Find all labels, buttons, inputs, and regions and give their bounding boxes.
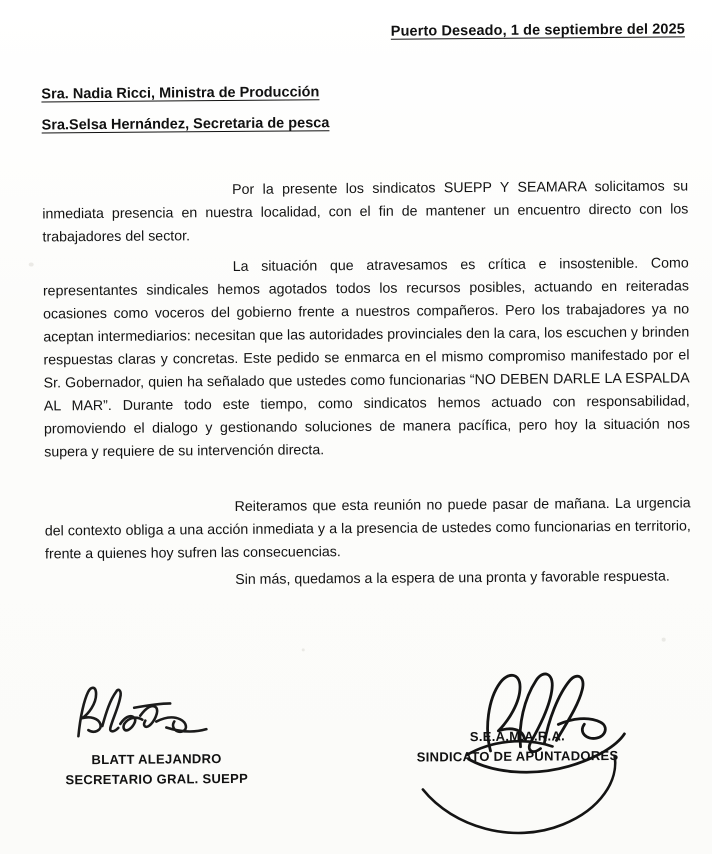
paragraph-3 bbox=[45, 492, 692, 566]
paragraph-4-text: Sin más, quedamos a la espera de una pronta y favorable respuesta. bbox=[235, 568, 670, 588]
signature-block-left bbox=[36, 677, 277, 788]
scan-speck bbox=[662, 638, 666, 642]
handwritten-signature-right bbox=[372, 654, 663, 728]
paragraph-1-text: Por la presente los sindicatos SUEPP Y SEAMARA solicitamos su inmediata presencia en nuestra localidad, con el fin de mantener un encuentro directo con los trabajadores del sector. bbox=[42, 178, 689, 246]
signature-right-name: S.E.A.M.A.R.A. bbox=[469, 728, 566, 745]
scan-speck bbox=[29, 263, 34, 267]
paragraph-indent bbox=[42, 194, 232, 195]
signature-right-role: SINDICATO DE APUNTADORES bbox=[416, 747, 619, 765]
addressee-line-2: Sra.Selsa Hernández, Secretaria de pesca bbox=[41, 115, 330, 134]
addressee-line-1: Sra. Nadia Ricci, Ministra de Producción bbox=[41, 84, 320, 103]
paragraph-indent bbox=[45, 511, 235, 512]
paragraph-3-text: Reiteramos que esta reunión no puede pasar de mañana. La urgencia del contexto obliga a una acción inmediata y a la presencia de ustedes como funcionarias en territorio, frente a quienes hoy sufren las consecuencias. bbox=[44, 495, 691, 563]
paragraph-indent bbox=[43, 271, 233, 272]
paragraph-2-text: La situación que atravesamos es crítica e insostenible. Como representantes sindicales hemos agotados todos los recursos posibles, actuando en reiteradas ocasiones como voceros del gobierno frente a nuestros compañeros. Pero los trabajadores ya no aceptan intermediarios: necesitan que las autoridades provinciales den la cara, los escuchen y brinden respuestas claras y concretas. Este pedido se enmarca en el mismo compromiso manifestado por el Sr. Gobernador, quien ha señalado que ustedes como funcionarias “NO DEBEN DARLE LA ESPALDA AL MAR”. Durante todo este tiempo, como sindicatos hemos actuado con responsabilidad, promoviendo el dialogo y gestionando soluciones de manera pacífica, pero hoy la situación nos supera y requiere de su intervención directa. bbox=[42, 255, 691, 461]
scan-speck bbox=[302, 648, 305, 651]
paragraph-indent bbox=[45, 584, 235, 585]
signature-left-name: BLATT ALEJANDRO bbox=[91, 751, 222, 768]
paragraph-4 bbox=[45, 565, 691, 593]
signature-left-role: SECRETARIO GRAL. SUEPP bbox=[65, 770, 249, 788]
document-date: Puerto Deseado, 1 de septiembre del 2025 bbox=[390, 21, 685, 40]
paragraph-2 bbox=[43, 252, 691, 464]
handwritten-signature-left bbox=[36, 677, 277, 751]
signature-block-right bbox=[372, 654, 663, 765]
paragraph-1 bbox=[42, 175, 689, 249]
